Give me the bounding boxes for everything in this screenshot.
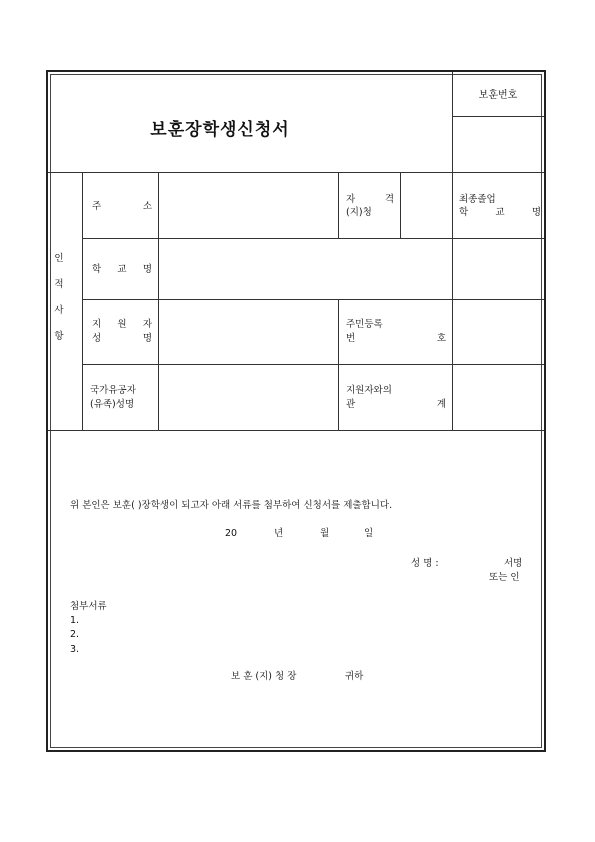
school-label: 학 교 명 (92, 264, 152, 275)
header-bottom-line (48, 172, 544, 173)
applicant-label-line2: 성 명 (92, 333, 152, 344)
attachment-item-2: 2. (70, 629, 80, 640)
row-line-2 (82, 299, 544, 300)
side-label: 인 적 사 항 (54, 253, 64, 342)
reg-number-divider (452, 116, 544, 117)
date-year-prefix: 20 (225, 528, 238, 539)
mid-column-line-1 (338, 172, 339, 238)
name-label: 성 명 : (411, 558, 439, 569)
addressee-suffix: 귀하 (345, 671, 364, 682)
side-column-line (82, 172, 83, 430)
applicant-label-line1: 지 원 자 (92, 319, 152, 330)
merit-person-label-line1: 국가유공자 (90, 385, 136, 396)
addressee: 보 훈 (지) 청 장 (231, 671, 297, 682)
attachment-item-1: 1. (70, 615, 80, 626)
table-bottom-line (48, 430, 544, 431)
header-divider (452, 72, 453, 172)
row-line-3 (82, 364, 544, 365)
relation-label-line1: 지원자와의 (346, 385, 392, 396)
relation-label-line2: 관 계 (346, 399, 446, 410)
form-title: 보훈장학생신청서 (150, 120, 290, 140)
resident-no-label-line1: 주민등록 (346, 319, 383, 330)
address-label: 주 소 (92, 201, 152, 212)
attachments-title: 첨부서류 (70, 601, 107, 612)
last-school-label-line2: 학 교 명 (459, 207, 541, 218)
date-day-label: 일 (364, 528, 374, 539)
last-school-label-line1: 최종졸업 (459, 194, 496, 205)
sign-label-1: 서명 (504, 558, 523, 569)
row-line-1 (82, 238, 544, 239)
statement-text: 위 본인은 보훈( )장학생이 되고자 아래 서류를 첨부하여 신청서를 제출합니다. (70, 500, 393, 511)
right-column-line (452, 172, 453, 430)
sign-label-2: 또는 인 (489, 572, 520, 583)
attachment-item-3: 3. (70, 644, 80, 655)
date-month-label: 월 (320, 528, 330, 539)
label-column-line (158, 172, 159, 430)
qualification-label-line1: 자 격 (346, 194, 394, 205)
resident-no-label-line2: 번 호 (346, 333, 446, 344)
reg-number-label: 보훈번호 (478, 90, 518, 101)
qualification-divider (400, 172, 401, 238)
date-year-label: 년 (274, 528, 284, 539)
qualification-label-line2: (지)청 (346, 207, 372, 218)
merit-person-label-line2: (유족)성명 (90, 399, 135, 410)
